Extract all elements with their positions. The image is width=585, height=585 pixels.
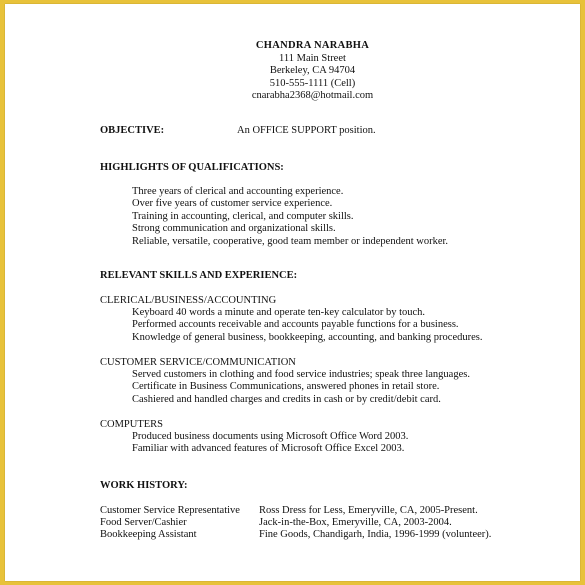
skills-group-list	[132, 431, 408, 456]
list-item: Three years of clerical and accounting experience.	[132, 186, 344, 197]
list-item: Training in accounting, clerical, and computer skills.	[132, 210, 354, 222]
work-role: Customer Service Representative	[100, 505, 240, 516]
objective-title: OBJECTIVE:	[100, 125, 165, 136]
work-role: Food Server/Cashier	[100, 517, 187, 528]
skills-group-heading: CUSTOMER SERVICE/COMMUNICATION	[100, 357, 296, 368]
skills-title: RELEVANT SKILLS AND EXPERIENCE:	[100, 270, 298, 281]
skills-group-heading: COMPUTERS	[100, 419, 164, 430]
list-item: Familiar with advanced features of Microsoft Office Excel 2003.	[132, 443, 405, 455]
resume-page	[5, 4, 580, 581]
work-employer: Ross Dress for Less, Emeryville, CA, 2005-Present.	[259, 505, 478, 516]
work-role: Bookkeeping Assistant	[100, 529, 197, 540]
list-item: Produced business documents using Microsoft Office Word 2003.	[132, 431, 409, 442]
list-item: Strong communication and organizational skills.	[132, 223, 336, 235]
street-address: 111 Main Street	[279, 52, 346, 64]
list-item: Performed accounts receivable and accounts payable functions for a business.	[132, 319, 459, 331]
skills-group-heading: CLERICAL/BUSINESS/ACCOUNTING	[100, 295, 277, 306]
list-item: Reliable, versatile, cooperative, good team member or independent worker.	[132, 235, 449, 247]
skills-group-list	[132, 369, 470, 406]
list-item: Knowledge of general business, bookkeeping, accounting, and banking procedures.	[132, 331, 483, 343]
phone-number: 510-555-1111 (Cell)	[269, 77, 356, 89]
highlights-title: HIGHLIGHTS OF QUALIFICATIONS:	[100, 162, 284, 173]
applicant-name: CHANDRA NARABHA	[255, 40, 370, 51]
work-employer: Fine Goods, Chandigarh, India, 1996-1999 (volunteer).	[259, 529, 492, 540]
work-employer: Jack-in-the-Box, Emeryville, CA, 2003-2004.	[259, 517, 452, 528]
list-item: Keyboard 40 words a minute and operate ten-key calculator by touch.	[132, 307, 426, 318]
work-history-title: WORK HISTORY:	[100, 480, 188, 491]
list-item: Cashiered and handled charges and credits in cash or by credit/debit card.	[132, 393, 441, 405]
city-state-zip: Berkeley, CA 94704	[269, 65, 356, 77]
contact-header	[5, 40, 580, 103]
page-bottom-fade	[5, 569, 580, 581]
highlights-list	[132, 186, 448, 248]
list-item: Served customers in clothing and food service industries; speak three languages.	[132, 369, 470, 380]
objective-text: An OFFICE SUPPORT position.	[237, 125, 376, 136]
list-item: Certificate in Business Communications, answered phones in retail store.	[132, 381, 440, 393]
skills-group-list	[132, 307, 482, 344]
email-address: cnarabha2368@hotmail.com	[251, 90, 374, 102]
list-item: Over five years of customer service experience.	[132, 198, 333, 210]
